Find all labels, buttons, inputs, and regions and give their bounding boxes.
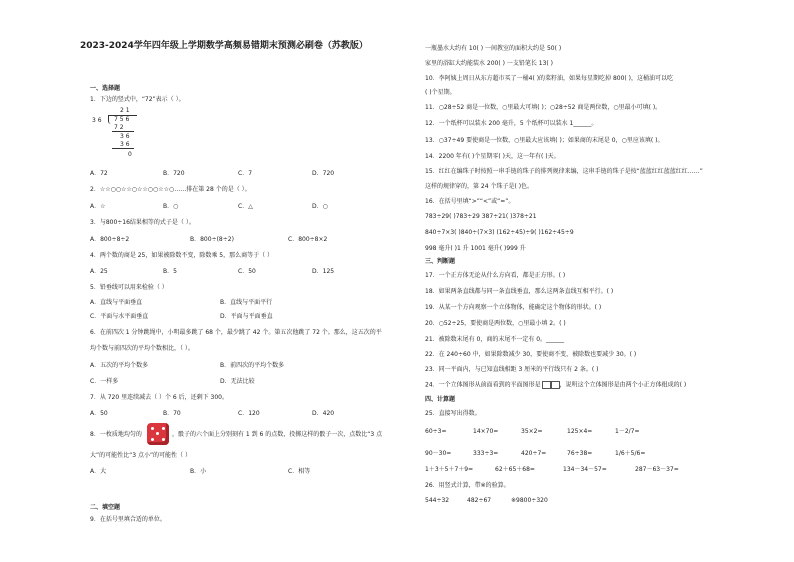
calc-vertical-item: 482÷67 [467, 497, 492, 504]
calc-item: 62＋65＋68= [495, 466, 535, 473]
calc-item: 35×2= [521, 428, 543, 435]
question-7: 7．从 720 里连续减去（ ）个 6 后，还剩下 300。 [90, 394, 228, 401]
question-24-text-a: 24．一个立体图形从前面看到的平面图形是 [425, 381, 541, 389]
calc-item: 287－63－37= [635, 466, 679, 473]
question-3: 3．与800÷16结果相等的式子是（ ）。 [90, 219, 195, 226]
question-24 [425, 381, 686, 389]
division-bracket [108, 115, 112, 124]
q5-option-b: B．直线与平面平行 [220, 299, 273, 306]
q4-option-a: A．25 [90, 268, 108, 275]
question-26: 26．用竖式计算，带※的验算。 [425, 482, 510, 489]
calc-item: 1/6＋5/6= [615, 450, 646, 457]
q3-option-b: B．800÷(8÷2) [190, 236, 234, 243]
calc-item: 14×70= [473, 428, 499, 435]
q5-option-c: C．平面与水平面垂直 [90, 313, 149, 320]
step-line-2 [112, 148, 134, 149]
q7-option-a: A．50 [90, 410, 108, 417]
dice-image [147, 423, 169, 445]
calc-item: 1＋3＋5＋7＋9= [425, 466, 474, 473]
quotient: 2 1 [120, 107, 130, 114]
q5-option-a: A．直线与平面垂直 [90, 299, 143, 306]
question-14: 14．2200 年有( )个星期零( )天，这一年有( )天。 [425, 153, 560, 160]
step-4: 0 [128, 151, 132, 158]
q1-option-b: B．720 [163, 170, 185, 177]
question-2: 2．☆☆○○☆☆○☆☆○○☆☆○……排在第 28 个的是（ ）。 [90, 186, 251, 193]
calc-item: 420÷7= [521, 450, 547, 457]
question-6-line-1: 6．在前四次 1 分钟跳绳中，小明最多跳了 68 个，最少跳了 42 个。第五次他跳了 72 个。那么，这五次的平 [90, 329, 382, 336]
question-5: 5．铅垂线可以用来检验（ ） [90, 284, 168, 291]
q7-option-b: B．70 [163, 410, 181, 417]
question-9: 9．在括号里填合适的单位。 [90, 516, 166, 523]
calc-vertical-item: 544÷32 [425, 497, 450, 504]
q7-option-d: D．420 [312, 410, 335, 417]
q8-option-a: A．大 [90, 468, 107, 475]
q3-option-c: C．800÷8×2 [288, 236, 328, 243]
question-15-line-2: 这样的规律穿的，第 24 个珠子是( )色。 [425, 183, 534, 190]
q8-option-c: C．相等 [288, 468, 311, 475]
question-16: 16．在括号里填“>”“<”或“=”。 [425, 198, 515, 205]
q9-line-2: 家里的浴缸大约能装水 200( ) 一支铅笔长 13( ) [425, 60, 553, 67]
calc-item: 76÷38= [567, 450, 593, 457]
question-4: 4．两个数的商是 25，如果被除数不变，除数乘 5，那么商等于（ ） [90, 252, 273, 259]
section-calc-heading: 四、计算题 [425, 396, 456, 403]
dividend: 7 5 6 [114, 116, 130, 123]
q2-option-b: B．○ [163, 203, 179, 210]
q4-option-b: B．5 [163, 268, 177, 275]
question-22: 22．在 240÷60 中，如果除数减少 30，要使商不变，被除数也要减少 30。( ) [425, 351, 637, 358]
q6-option-c: C．一样多 [90, 378, 119, 385]
question-1: 1．下边的竖式中，“72”表示（ ）。 [90, 96, 185, 103]
question-18: 18．如果两条直线都与同一条直线垂直，那么这两条直线互相平行。( ) [425, 288, 614, 295]
question-10-line-1: 10．李阿姨上周日从东方超市买了一桶4( )的菜籽油，如果每星期吃掉 800( )，这桶油可以吃 [425, 75, 673, 82]
question-24-text-b: ，说明这个立体图形是由两个小正方体组成的( ) [559, 381, 687, 389]
q2-option-a: A．☆ [90, 203, 106, 210]
q1-option-d: D．720 [312, 170, 335, 177]
question-19: 19．从某一个方向观察一个立体物体，能确定这个物体的形状。( ) [425, 304, 602, 311]
question-13: 13．○37÷49 要使商是一位数，○里最大应该填( )；如果商的末尾是 0，○里应该填( )。 [425, 137, 664, 144]
shape-square-icon [542, 381, 551, 389]
q1-option-c: C．7 [238, 170, 253, 177]
q7-option-c: C．120 [238, 410, 260, 417]
calc-item: 90－30= [425, 450, 452, 457]
calc-vertical-item: ※9800÷320 [511, 497, 548, 504]
question-8-line-2: 大”的可能性比“3 点小”的可能性（ ） [90, 452, 191, 459]
step-2: 3 6 [120, 133, 130, 140]
question-20: 20．○52÷25，要使商是两位数，○里最小填 2。( ) [425, 320, 566, 327]
q2-option-c: C．△ [238, 203, 253, 210]
question-8-line-1b: ，骰子的六个面上分别刻有 1 到 6 的点数，投掷这样的骰子一次，点数比“3 点 [172, 431, 383, 438]
calc-item: 333÷3= [473, 450, 499, 457]
divisor: 3 6 [92, 117, 102, 124]
question-8-line-1a: 8．一枚质地均匀的 [90, 431, 142, 438]
q5-option-d: D．平面与平面垂直 [220, 313, 273, 320]
step-1: 7 2 [114, 124, 124, 131]
question-25: 25．直接写出得数。 [425, 410, 481, 417]
question-11: 11．○28÷52 商是一位数，○里最大可填( )；○28÷52 商是两位数，○里最小可填( )。 [425, 104, 662, 111]
question-21: 21．被除数末尾有 0，商的末尾不一定有 0。______ [425, 336, 565, 343]
section-choice-heading: 一、选择题 [90, 85, 121, 92]
q16-row-2: 840÷7×3( )840÷(7×3) (162÷45)÷9( )162÷45÷9 [425, 229, 574, 236]
q3-option-a: A．800÷8÷2 [90, 236, 130, 243]
page-title: 2023-2024学年四年级上学期数学高频易错期末预测必刷卷（苏教版） [80, 41, 368, 51]
step-3: 3 6 [120, 141, 130, 148]
q16-row-3: 998 毫升( )1 升 1001 毫升( )999 升 [425, 245, 526, 252]
q2-option-d: D．○ [312, 203, 328, 210]
calc-item: 125×4= [567, 428, 593, 435]
long-division [90, 107, 140, 162]
question-12: 12．一个纸杯可以装水 200 毫升，5 个纸杯可以装水 1______。 [425, 120, 598, 127]
shape-square-icon [551, 381, 560, 389]
q4-option-c: C．50 [238, 268, 256, 275]
calc-item: 1－2/7= [615, 428, 640, 435]
step-line-1 [112, 131, 134, 132]
question-15-line-1: 15．红红在编珠子时按照一串手链的珠子的排列规律来编，这串手链的珠子是按“蓝蓝红红蓝蓝红红……” [425, 168, 703, 175]
q16-row-1: 783÷29( )783÷29 387÷21( )378÷21 [425, 213, 537, 220]
question-17: 17．一个正方体无论从什么方向看，都是正方形。( ) [425, 272, 566, 279]
q6-option-a: A．五次的平均个数多 [90, 362, 149, 369]
calc-item: 134－34－57= [563, 466, 607, 473]
calc-item: 60÷3= [425, 428, 447, 435]
question-23: 23．同一平面内，与已知直线相距 3 厘米的平行线只有 2 条。( ) [425, 366, 599, 373]
q4-option-d: D．125 [312, 268, 335, 275]
question-10-line-2: ( )个星期。 [425, 89, 456, 96]
q9-line-1: 一瓶墨水大约有 10( ) 一间教室的面积大约是 50( ) [425, 45, 562, 52]
q6-option-b: B．前四次的平均个数多 [220, 362, 285, 369]
section-fill-heading: 二、填空题 [90, 504, 121, 511]
q1-option-a: A．72 [90, 170, 108, 177]
section-judge-heading: 三、判断题 [425, 258, 456, 265]
q6-option-d: D．无法比较 [220, 378, 255, 385]
q8-option-b: B．小 [190, 468, 207, 475]
question-6-line-2: 均个数与前四次的平均个数相比，（ ）。 [90, 345, 194, 352]
